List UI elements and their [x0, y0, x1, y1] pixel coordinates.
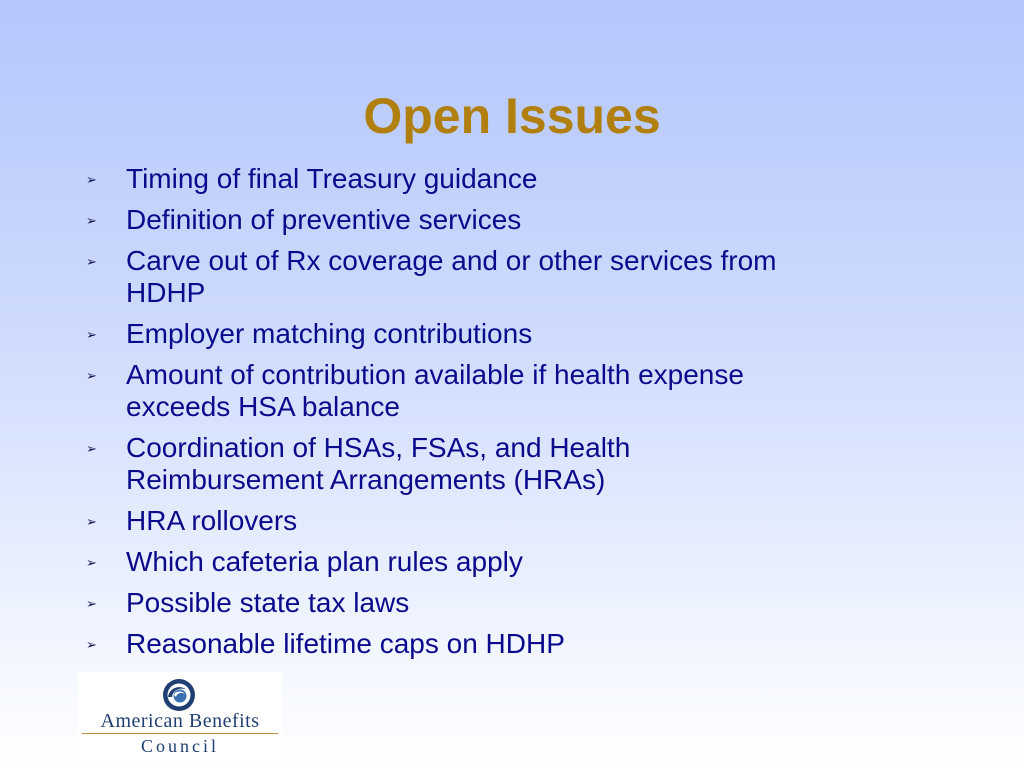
arrow-bullet-icon: ➢ [86, 255, 97, 270]
bullet-text: Which cafeteria plan rules apply [126, 546, 523, 577]
arrow-bullet-icon: ➢ [86, 369, 97, 384]
bullet-text: Carve out of Rx coverage and or other services from [126, 245, 777, 276]
bullet-text: Coordination of HSAs, FSAs, and Health [126, 432, 631, 463]
bullet-item [86, 318, 946, 350]
bullet-text: Amount of contribution available if health expense [126, 359, 744, 390]
bullet-item [86, 587, 946, 619]
bullet-text: Definition of preventive services [126, 204, 522, 235]
bullet-item [86, 432, 946, 496]
bullet-text-continued: exceeds HSA balance [126, 391, 400, 422]
logo-text-line1: American Benefits [100, 710, 260, 732]
arrow-bullet-icon: ➢ [86, 638, 97, 653]
bullet-text: Reasonable lifetime caps on HDHP [126, 628, 565, 659]
bullet-text: Possible state tax laws [126, 587, 410, 618]
slide-title: Open Issues [363, 88, 661, 144]
arrow-bullet-icon: ➢ [86, 214, 97, 229]
bullet-item [86, 359, 946, 423]
arrow-bullet-icon: ➢ [86, 173, 97, 188]
logo-text-line2: Council [141, 736, 219, 756]
bullet-item [86, 628, 946, 660]
bullet-text: HRA rollovers [126, 505, 298, 536]
bullet-text-continued: Reimbursement Arrangements (HRAs) [126, 464, 606, 495]
bullet-list [86, 163, 946, 669]
arrow-bullet-icon: ➢ [86, 328, 97, 343]
american-benefits-council-logo [78, 672, 282, 760]
bullet-item [86, 505, 946, 537]
bullet-text: Timing of final Treasury guidance [126, 163, 538, 194]
arrow-bullet-icon: ➢ [86, 556, 97, 571]
bullet-item [86, 546, 946, 578]
arrow-bullet-icon: ➢ [86, 515, 97, 530]
swirl-logo-icon [162, 678, 196, 712]
arrow-bullet-icon: ➢ [86, 442, 97, 457]
arrow-bullet-icon: ➢ [86, 597, 97, 612]
bullet-text-continued: HDHP [126, 277, 206, 308]
bullet-text: Employer matching contributions [126, 318, 533, 349]
bullet-item [86, 204, 946, 236]
bullet-item [86, 245, 946, 309]
logo-divider [82, 733, 278, 734]
bullet-item [86, 163, 946, 195]
